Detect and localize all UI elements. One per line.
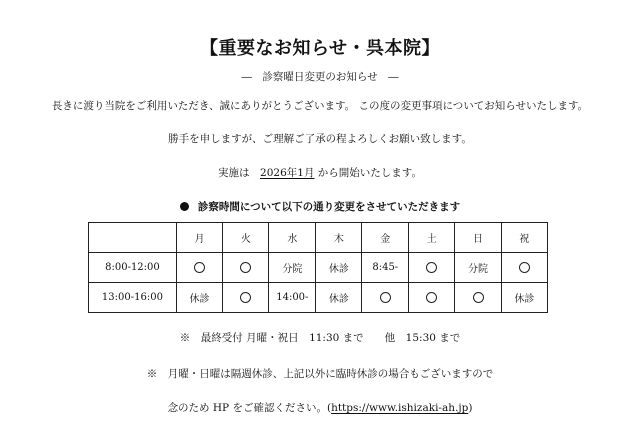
schedule-cell: 休診	[316, 283, 362, 313]
open-circle-icon	[473, 292, 484, 303]
day-header: 木	[316, 223, 362, 253]
start-date-text	[0, 165, 640, 180]
schedule-cell: 分院	[269, 253, 316, 283]
start-date: 2026年1月	[260, 167, 315, 179]
schedule-cell: 休診	[316, 253, 362, 283]
day-header: 祝	[501, 223, 547, 253]
day-header: 火	[223, 223, 269, 253]
open-circle-icon	[240, 262, 251, 273]
open-circle-icon	[240, 292, 251, 303]
schedule-cell	[501, 253, 547, 283]
notice-subtitle: ― 診察曜日変更のお知らせ ―	[241, 71, 399, 83]
day-header: 水	[269, 223, 316, 253]
reception-note: ※ 最終受付 月曜・祝日 11:30 まで 他 15:30 まで	[179, 332, 461, 344]
day-header: 日	[455, 223, 501, 253]
schedule-cell: 休診	[176, 283, 222, 313]
schedule-cell	[362, 283, 409, 313]
time-slot-label: 13:00-16:00	[89, 283, 177, 313]
schedule-cell	[223, 283, 269, 313]
day-header: 金	[362, 223, 409, 253]
greeting-text: 長きに渡り当院をご利用いただき、誠にありがとうございます。 この度の変更事項についてお知らせいたします。	[51, 100, 589, 112]
start-date-suffix: から開始いたします。	[314, 167, 422, 179]
schedule-cell	[455, 283, 501, 313]
notice-title: 【重要なお知らせ・呉本院】	[200, 38, 440, 59]
start-date-prefix: 実施は	[218, 167, 261, 179]
open-circle-icon	[426, 292, 437, 303]
schedule-cell: 分院	[455, 253, 501, 283]
website-note-suffix: )	[468, 402, 473, 414]
day-header: 月	[176, 223, 222, 253]
schedule-cell: 休診	[501, 283, 547, 313]
open-circle-icon	[519, 262, 530, 273]
schedule-heading	[0, 199, 640, 214]
website-link[interactable]: https://www.ishizaki-ah.jp	[331, 402, 469, 414]
bullet-icon	[180, 202, 189, 211]
schedule-cell: 8:45-	[362, 253, 409, 283]
schedule-cell: 14:00-	[269, 283, 316, 313]
open-circle-icon	[194, 262, 205, 273]
website-note	[0, 400, 640, 415]
schedule-table	[88, 222, 548, 313]
schedule-cell	[409, 253, 455, 283]
apology-text: 勝手を申しますが、ご理解ご了承の程よろしくお願い致します。	[168, 133, 472, 145]
open-circle-icon	[380, 292, 391, 303]
website-note-prefix: 念のため HP をご確認ください。(	[167, 402, 332, 414]
schedule-cell	[176, 253, 222, 283]
schedule-heading-text: 診察時間について以下の通り変更をさせていただきます	[197, 201, 461, 213]
open-circle-icon	[426, 262, 437, 273]
schedule-row-afternoon	[89, 283, 548, 313]
schedule-row-morning	[89, 253, 548, 283]
time-slot-label: 8:00-12:00	[89, 253, 177, 283]
closure-note: ※ 月曜・日曜は隔週休診、上記以外に臨時休診の場合もございますので	[146, 368, 494, 380]
day-header: 土	[409, 223, 455, 253]
corner-cell	[89, 223, 177, 253]
schedule-cell	[223, 253, 269, 283]
schedule-cell	[409, 283, 455, 313]
schedule-header-row	[89, 223, 548, 253]
